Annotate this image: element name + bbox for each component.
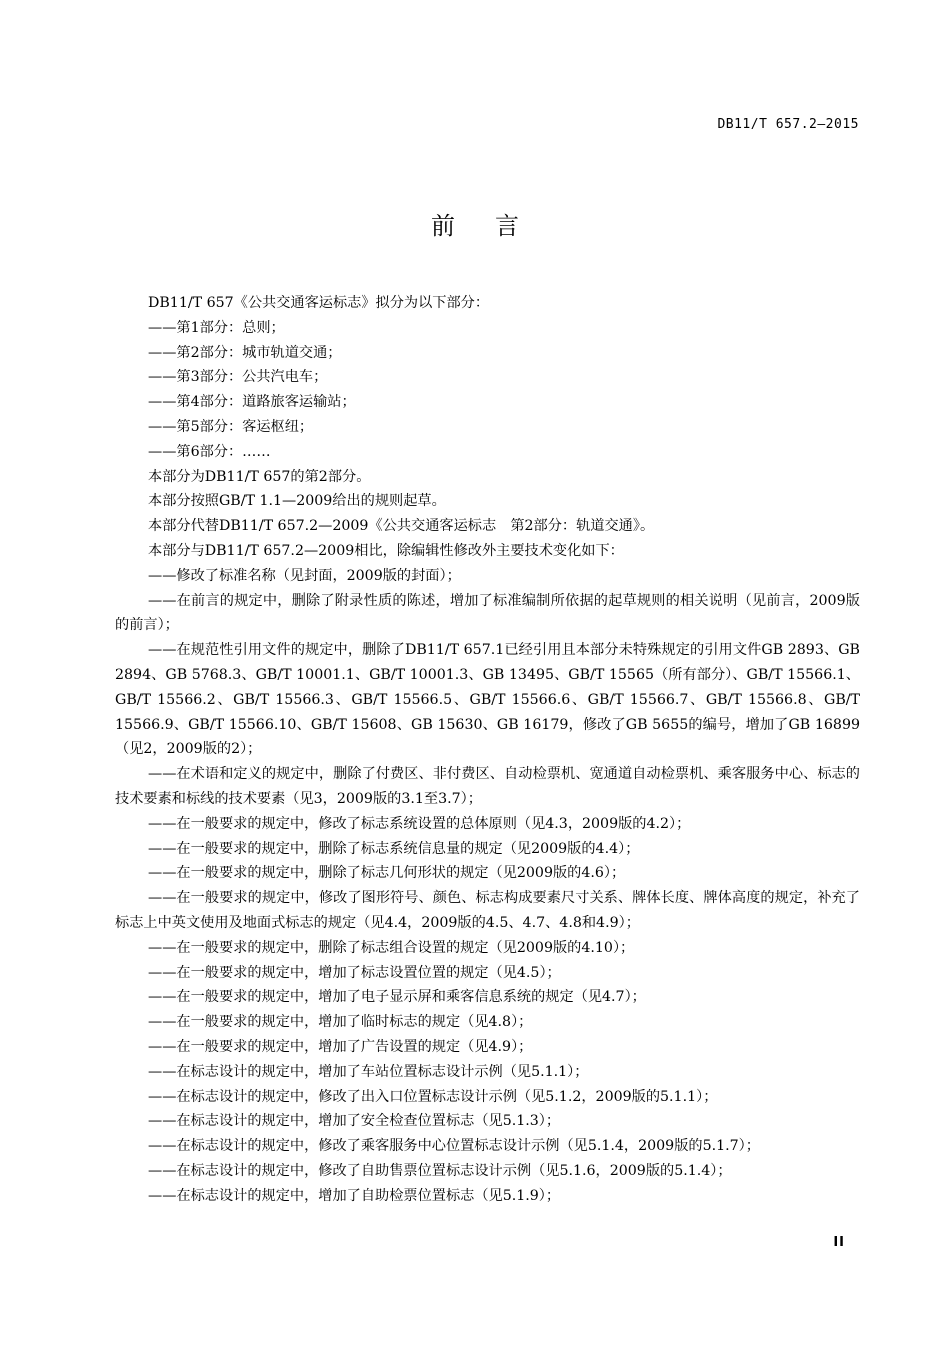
list-item: ——在规范性引用文件的规定中，删除了DB11/T 657.1已经引用且本部分未特殊规定的引用文件GB 2893、GB 2894、GB 5768.3、GB/T 10001.1、GB/T 10001.3、GB 13495、GB/T 15565（所有部分）、GB/T 15566.1、GB/T 15566.2、GB/T 15566.3、GB/T 15566.5、GB/T 15566.6、GB/T 15566.7、GB/T 15566.8、GB/T 15566.9、GB/T 15566.10、GB/T 15608、GB 15630、GB 16179，修改了GB 5655的编号，增加了GB 16899（见2，2009版的2）； [115,642,860,758]
list-item: ——在标志设计的规定中，修改了乘客服务中心位置标志设计示例（见5.1.4，2009版的5.1.7）； [148,1138,760,1155]
list-item: ——在一般要求的规定中，修改了标志系统设置的总体原则（见4.3，2009版的4.2）； [148,815,691,832]
list-item: ——第4部分：道路旅客运输站； [148,394,356,411]
list-item: ——在标志设计的规定中，修改了自助售票位置标志设计示例（见5.1.6，2009版的5.1.4）； [148,1162,732,1179]
page-number: II [833,1235,845,1250]
list-item: ——在一般要求的规定中，删除了标志组合设置的规定（见2009版的4.10）； [148,939,635,956]
paragraph: DB11/T 657《公共交通客运标志》拟分为以下部分： [148,295,490,311]
list-item: ——在前言的规定中，删除了附录性质的陈述，增加了标准编制所依据的起草规则的相关说明（见前言，2009版的前言）； [115,592,860,634]
list-item: ——在一般要求的规定中，增加了电子显示屏和乘客信息系统的规定（见4.7）； [148,989,646,1006]
list-item: ——在标志设计的规定中，修改了出入口位置标志设计示例（见5.1.2，2009版的5.1.1）； [148,1088,718,1105]
list-item: ——在标志设计的规定中，增加了自助检票位置标志（见5.1.9）； [148,1187,561,1204]
list-item: ——第3部分：公共汽电车； [148,369,328,386]
list-item: ——在标志设计的规定中，增加了安全检查位置标志（见5.1.3）； [148,1113,561,1130]
paragraph: 本部分为DB11/T 657的第2部分。 [148,468,371,485]
list-item: ——第1部分：总则； [148,319,285,336]
list-item: ——在标志设计的规定中，增加了车站位置标志设计示例（见5.1.1）； [148,1063,589,1080]
list-item: ——第2部分：城市轨道交通； [148,344,342,361]
document-code: DB11/T 657.2—2015 [717,117,859,132]
list-item: ——在术语和定义的规定中，删除了付费区、非付费区、自动检票机、宽通道自动检票机、乘客服务中心、标志的技术要素和标线的技术要素（见3，2009版的3.1至3.7）； [115,766,860,807]
list-item: ——第5部分：客运枢纽； [148,418,314,435]
list-item: ——在一般要求的规定中，删除了标志几何形状的规定（见2009版的4.6）； [148,865,626,882]
list-item: ——在一般要求的规定中，修改了图形符号、颜色、标志构成要素尺寸关系、牌体长度、牌体高度的规定，补充了标志上中英文使用及地面式标志的规定（见4.4，2009版的4.5、4.7、4.8和4.9）； [115,890,860,931]
paragraph: 本部分代替DB11/T 657.2—2009《公共交通客运标志 第2部分：轨道交通》。 [148,518,655,535]
list-item: ——在一般要求的规定中，增加了临时标志的规定（见4.8）； [148,1014,533,1031]
list-item: ——在一般要求的规定中，删除了标志系统信息量的规定（见2009版的4.4）； [148,840,640,857]
paragraph: 本部分与DB11/T 657.2—2009相比，除编辑性修改外主要技术变化如下： [148,542,624,559]
list-item: ——第6部分：…… [148,443,271,460]
foreword-body [115,291,860,1208]
page-title: 前言 [431,212,559,240]
paragraph: 本部分按照GB/T 1.1—2009给出的规则起草。 [148,493,446,510]
list-item: ——在一般要求的规定中，增加了广告设置的规定（见4.9）； [148,1038,533,1055]
list-item: ——在一般要求的规定中，增加了标志设置位置的规定（见4.5）； [148,964,561,981]
list-item: ——修改了标准名称（见封面，2009版的封面）； [148,567,461,584]
